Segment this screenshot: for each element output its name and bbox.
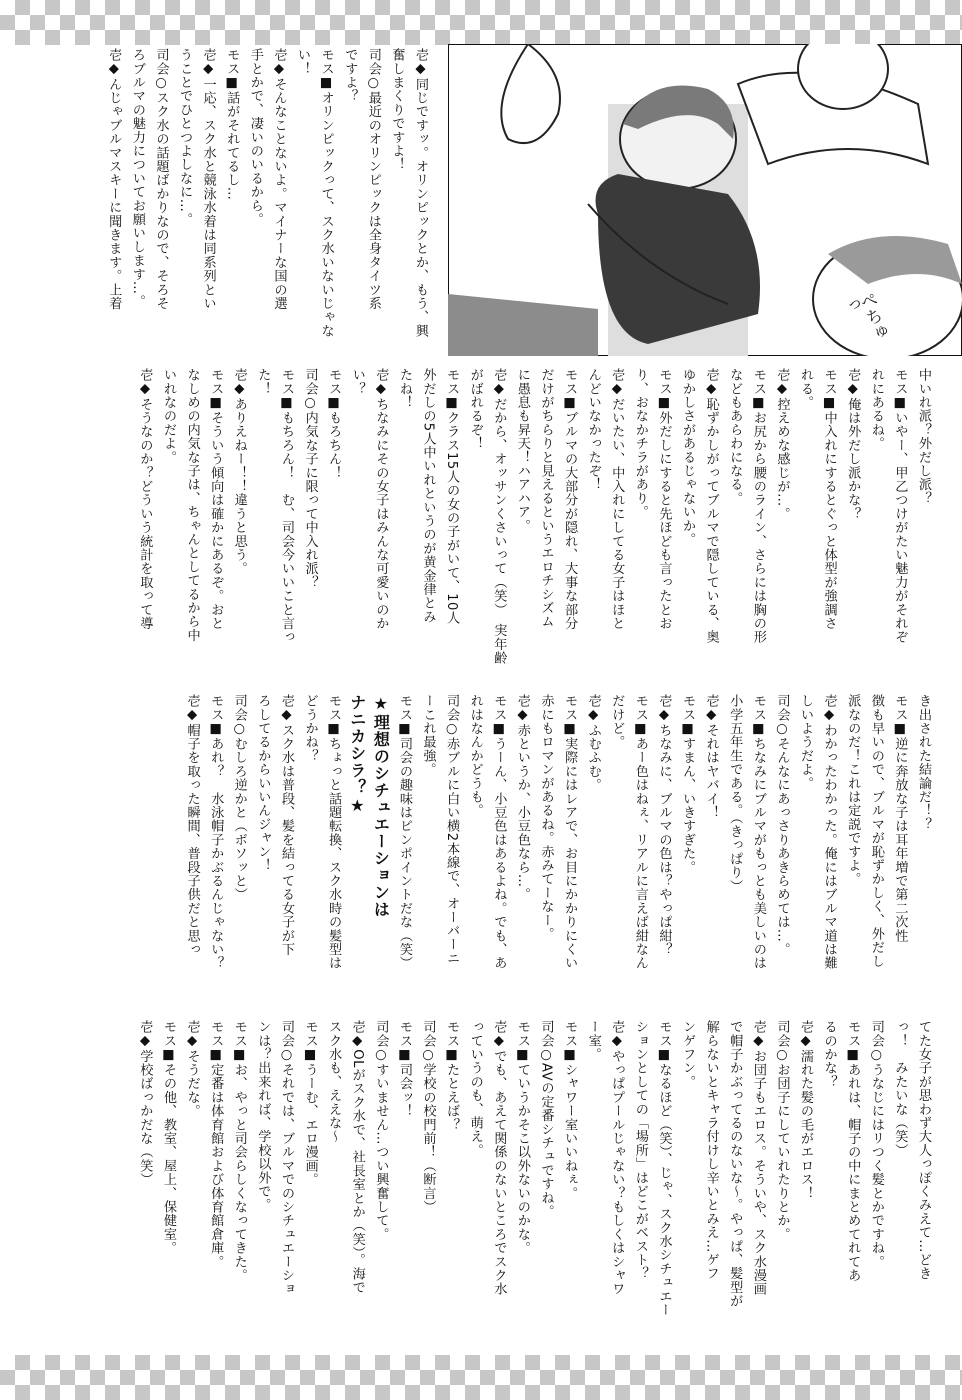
text-line: 徴も早いので、ブルマが恥ずかしく、外だし — [868, 694, 884, 968]
text-line: ろブルマの魅力についてお願いします…。 — [129, 48, 145, 309]
text-line: ですよ？ — [342, 48, 358, 103]
text-line: モス■いやー、甲乙つけがたい魅力がそれぞ — [892, 368, 908, 644]
text-line: 壱◆濡れた髪の毛がエロス！ — [798, 1020, 814, 1200]
text-line: たね！ — [396, 368, 412, 410]
text-line: 司会○赤ブルに白い横2本線で、オーバーニ — [444, 694, 460, 965]
text-line: 壱◆それはヤバイ！ — [703, 694, 719, 820]
text-line: モス■オリンピックって、スク水いないじゃな — [318, 48, 334, 338]
text-line: 司会○学校の校門前！（断言） — [420, 1020, 436, 1214]
text-line: 司会○それでは、ブルマでのシチュエーショ — [278, 1020, 294, 1296]
text-line: モス■もちろん！ む、司会今いいこと言っ — [278, 368, 294, 644]
text-line: 壱◆一応、スク水と競泳水着は同系列とい — [200, 48, 216, 311]
text-line: 壱◆やっぱプールじゃない？もしくはシャワ — [609, 1020, 625, 1296]
text-line: んどいなかったぞ！ — [585, 368, 601, 492]
text-line: モス■逆に奔放な子は耳年増で第二次性 — [892, 694, 908, 943]
text-line: モス■お尻から腰のライン、さらには胸の形 — [750, 368, 766, 644]
text-line: がばれるぞ！ — [467, 368, 483, 451]
text-line: り、おなかチラがあり。 — [632, 368, 648, 519]
text-line: スク水も、ええな～ — [326, 1020, 342, 1144]
sound-effect-text: ぺちゅっ — [838, 289, 890, 345]
text-line: モス■話がそれてるし… — [224, 48, 240, 201]
text-line: い！ — [295, 48, 311, 76]
text-line: 司会○最近のオリンピックは全身タイツ系 — [365, 48, 381, 311]
text-line: 中いれ派？外だし派？ — [916, 368, 931, 505]
text-line: ろしてるからいいんジャン！ — [255, 694, 271, 873]
text-line: るのかな？ — [821, 1020, 837, 1089]
text-line: 壱◆お団子もエロス。そういや、スク水漫画 — [750, 1020, 766, 1296]
text-line: 壱◆学校ばっかだな（笑） — [137, 1020, 153, 1187]
text-line: れる。 — [798, 368, 814, 410]
manga-illustration — [448, 44, 962, 356]
section-heading: ★理想のシチュエーションは — [371, 694, 391, 918]
text-line: 司会○すいません…つい興奮して。 — [373, 1020, 389, 1241]
text-line: 司会○お団子にしていれたりとか。 — [774, 1020, 790, 1241]
text-line: モス■あれ？ 水泳帽子かぶるんじゃない？ — [208, 694, 224, 970]
text-line: 壱◆でも、あえて関係のないところでスク水 — [491, 1020, 507, 1296]
text-line: しいようだよ。 — [798, 694, 814, 790]
text-line: っていうのも、萌え。 — [467, 1020, 483, 1157]
text-line: モス■もろちん！ — [326, 368, 342, 480]
text-line: で帽子かぶってるのないな～。やっぱ、髪型が — [727, 1020, 743, 1308]
text-line: 壱◆そうだな。 — [184, 1020, 200, 1118]
text-line: モス■中入れにするとぐっと体型が強調さ — [821, 368, 837, 631]
text-line: 司会○AVの定番シチュですね。 — [538, 1020, 554, 1219]
illustration-art — [448, 44, 962, 356]
text-line: 壱◆同じですッ。オリンピックとか、もう、興 — [413, 48, 428, 338]
text-line: 壱◆帽子を取った瞬間、普段子供だと思っ — [184, 694, 200, 957]
text-line: モス■うーむ、エロ漫画。 — [302, 1020, 318, 1187]
text-line: てた女子が思わず大人っぽくみえて…どき — [916, 1020, 931, 1281]
checker-border-bottom — [0, 1355, 962, 1400]
text-line: 奮しまくりですよ！ — [389, 48, 405, 172]
text-line: ーこれ最強。 — [420, 694, 436, 777]
text-line: なしめの内気な子は、ちゃんとしてるから中 — [184, 368, 200, 642]
text-line: モス■たとえば？ — [444, 1020, 460, 1132]
text-line: た！ — [255, 368, 271, 396]
text-line: 壱◆ちなみに、ブルマの色は？やっぱ紺？ — [656, 694, 672, 957]
text-line: いれなのだよ。 — [161, 368, 176, 464]
text-line: 壱◆OLがスク水で、社長室とか（笑）。海で — [349, 1020, 365, 1295]
text-line: 壱◆スク水は普段、髪を結ってる女子が下 — [278, 694, 294, 957]
text-line: 壱◆そうなのか？どういう統計を取って導 — [137, 368, 153, 631]
text-line: 司会○スク水の話題ばかりなので、そろそ — [153, 48, 169, 311]
text-line: モス■ブルマの大部分が隠れ、大事な部分 — [562, 368, 578, 631]
text-line: 壱◆控えめな感じが…。 — [774, 368, 790, 521]
text-line: モス■クラス15人の女の子がいて、10人 — [444, 368, 460, 625]
text-line: い？ — [349, 368, 365, 396]
text-line: モス■あれは、帽子の中にまとめてれてあ — [845, 1020, 861, 1283]
text-line: だけがちらりと見えるというエロチシズム — [538, 368, 554, 629]
text-line: ンゲフン。 — [680, 1020, 696, 1089]
text-line: 司会○そんなにあっさりあきらめては…。 — [774, 694, 790, 957]
text-block-row-4 — [40, 1020, 935, 1340]
text-line: 派なのだ！これは定説ですよ。 — [845, 694, 861, 886]
text-line: 外だしの5人中いれというのが黄金律とみ — [420, 368, 436, 624]
text-line: ー室。 — [585, 1020, 601, 1062]
text-line: モス■なるほど（笑）、じゃ、スク水シチュエー — [656, 1020, 672, 1317]
text-line: 壱◆ありえねー！！違うと思う。 — [231, 368, 247, 576]
text-line: に愚息も昇天！ハアハア。 — [514, 368, 530, 533]
text-line: 司会○うなじにはリつく髪とかですね。 — [868, 1020, 884, 1269]
text-line: モス■司会ッ！ — [396, 1020, 412, 1118]
text-line: 小学五年生である。（きっぱり） — [727, 694, 743, 893]
text-line: 赤にもロマンがあるね。赤みてーなー。 — [538, 694, 554, 941]
text-line: 壱◆ふむふむ。 — [585, 694, 601, 792]
text-line: ションとしての「場所」はどこがベスト？ — [632, 1020, 648, 1281]
text-line: モス■定番は体育館および体育館倉庫。 — [208, 1020, 224, 1269]
text-line: モス■そういう傾向は確かにあるぞ。おと — [208, 368, 224, 631]
text-line: れはなんかどうも。 — [467, 694, 483, 818]
text-line: モス■お、やっと司会らしくなってきた。 — [231, 1020, 247, 1283]
text-line: などもあらわになる。 — [727, 368, 743, 505]
text-line: 壱◆だいたい、中入れにしてる女子はほと — [609, 368, 625, 631]
text-block-row-2 — [40, 368, 935, 688]
text-line: モス■ちょっと話題転換、スク水時の髪型は — [326, 694, 342, 970]
text-line: れにあるね。 — [868, 368, 884, 451]
text-line: モス■すまん、いきすぎた。 — [680, 694, 696, 874]
text-line: モス■実際にはレアで、お目にかかりにくい — [562, 694, 578, 970]
text-line: 解らないとキャラ付けし辛いとみえ…ゲフ — [703, 1020, 719, 1281]
text-line: 壱◆ちなみにその女子はみんな可愛いのか — [373, 368, 389, 631]
text-line: うことでひとつよしなに…。 — [177, 48, 193, 227]
text-line: モス■シャワー室いいねぇ。 — [562, 1020, 578, 1200]
text-block-row-3 — [40, 694, 935, 1014]
text-line: 壱◆俺は外だし派かな？ — [845, 368, 861, 521]
section-heading: ナニカシラ？★ — [347, 694, 367, 816]
checker-border-top — [0, 0, 962, 45]
text-line: 司会○内気な子に限って中入れ派？ — [302, 368, 318, 589]
text-line: っ！ みたいな（笑） — [892, 1020, 908, 1157]
text-line: だけど。 — [609, 694, 625, 749]
text-line: モス■ちなみにブルマがもっとも美しいのは — [750, 694, 766, 970]
text-line: モス■外だしにすると先ほども言ったとお — [656, 368, 672, 631]
text-line: ンは？出来れば、学校以外で。 — [255, 1020, 271, 1212]
text-block-top — [40, 48, 432, 368]
text-line: モス■司会の趣味はピンポイントだな（笑） — [396, 694, 412, 970]
text-line: 壱◆そんなことないよ。マイナーな国の選 — [271, 48, 287, 311]
text-line: 壱◆恥ずかしがってブルマで隠している、奥 — [703, 368, 719, 644]
text-line: 壱◆んじゃブルマスキーに聞きます。上着 — [106, 48, 122, 311]
text-line: モス■うーん、小豆色はあるよね。でも、あ — [491, 694, 507, 970]
text-line: モス■ていうかそこ以外ないのかな。 — [514, 1020, 530, 1255]
text-line: モス■その他、教室、屋上、保健室。 — [161, 1020, 176, 1255]
text-line: ゆかしさがあるじゃないか。 — [680, 368, 696, 547]
text-line: 手とかで、凄いのいるから。 — [247, 48, 263, 227]
text-line: 壱◆だから、オッサンくさいって（笑） 実年齢 — [491, 368, 507, 665]
text-line: 司会○むしろ逆かと（ボソッと） — [231, 694, 247, 902]
text-line: モス■あー色はねぇ、リアルに言えば紺なん — [632, 694, 648, 970]
text-line: 壱◆わかったわかった。俺にはブルマ道は難 — [821, 694, 837, 970]
text-line: き出された結論だ！？ — [916, 694, 931, 831]
text-line: どうかね？ — [302, 694, 318, 763]
text-line: 壱◆赤というか、小豆色なら…。 — [514, 694, 530, 902]
